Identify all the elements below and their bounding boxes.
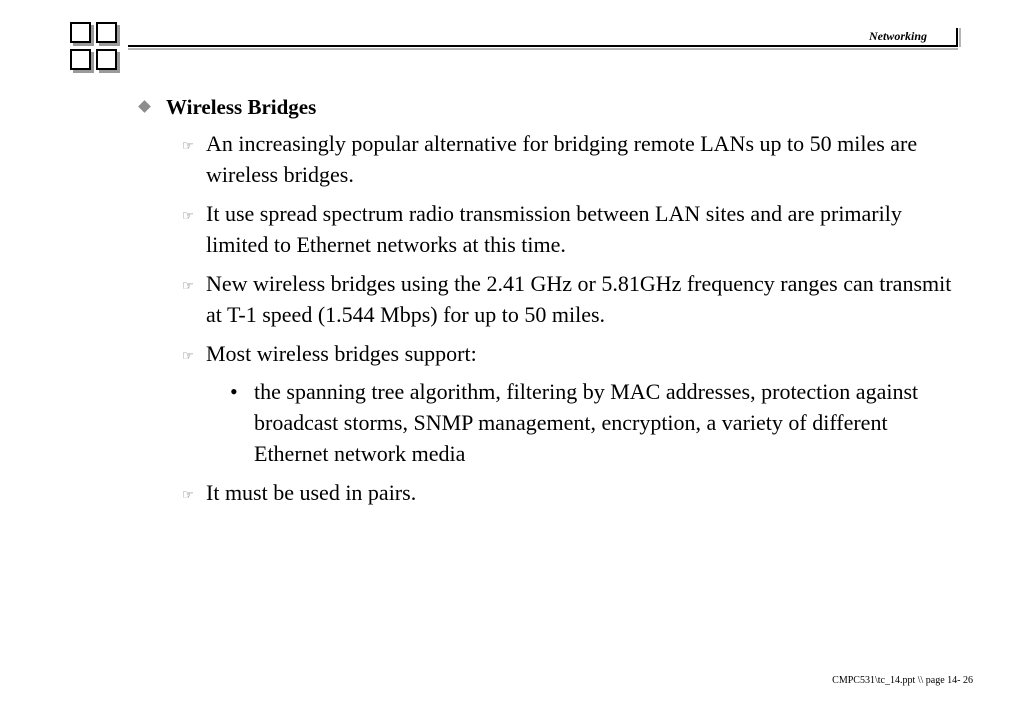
pointing-hand-icon: ☞ (182, 138, 194, 153)
bullet-dot-icon: • (230, 379, 238, 404)
bullet-text: It use spread spectrum radio transmission between LAN sites and are primarily limited to Ethernet networks at this time. (206, 201, 902, 257)
slide-heading-text: Wireless Bridges (166, 95, 317, 119)
pointing-hand-icon: ☞ (182, 208, 194, 223)
bullet-text: An increasingly popular alternative for bridging remote LANs up to 50 miles are wireless bridges. (206, 131, 918, 187)
bullet-text: It must be used in pairs. (206, 480, 417, 505)
slide-content (138, 92, 958, 508)
sub-bullet-item (230, 376, 958, 469)
bullet-text: Most wireless bridges support: (206, 341, 477, 366)
header-rule (128, 45, 958, 47)
bullet-item (182, 198, 958, 260)
logo-square (96, 22, 117, 43)
bullet-item (182, 338, 958, 369)
bullet-item (182, 268, 958, 330)
footer-page-info: CMPC531\tc_14.ppt \\ page 14- 26 (832, 675, 973, 686)
logo-square (70, 49, 91, 70)
bullet-item (182, 477, 958, 508)
sub-bullet-text: the spanning tree algorithm, filtering by MAC addresses, protection against broadcast storms, SNMP management, encryption, a variety of different Ethernet network media (254, 379, 919, 466)
pointing-hand-icon: ☞ (182, 278, 194, 293)
header-title: Networking (868, 29, 927, 43)
logo-square (96, 49, 117, 70)
header-rule-end (956, 28, 958, 47)
diamond-icon (138, 100, 151, 113)
logo-square (70, 22, 91, 43)
bullet-text: New wireless bridges using the 2.41 GHz or 5.81GHz frequency ranges can transmit at T-1 speed (1.544 Mbps) for up to 50 miles. (206, 271, 952, 327)
slide-heading (138, 92, 958, 122)
pointing-hand-icon: ☞ (182, 348, 194, 363)
bullet-item (182, 128, 958, 190)
logo-squares (70, 22, 124, 74)
pointing-hand-icon: ☞ (182, 487, 194, 502)
